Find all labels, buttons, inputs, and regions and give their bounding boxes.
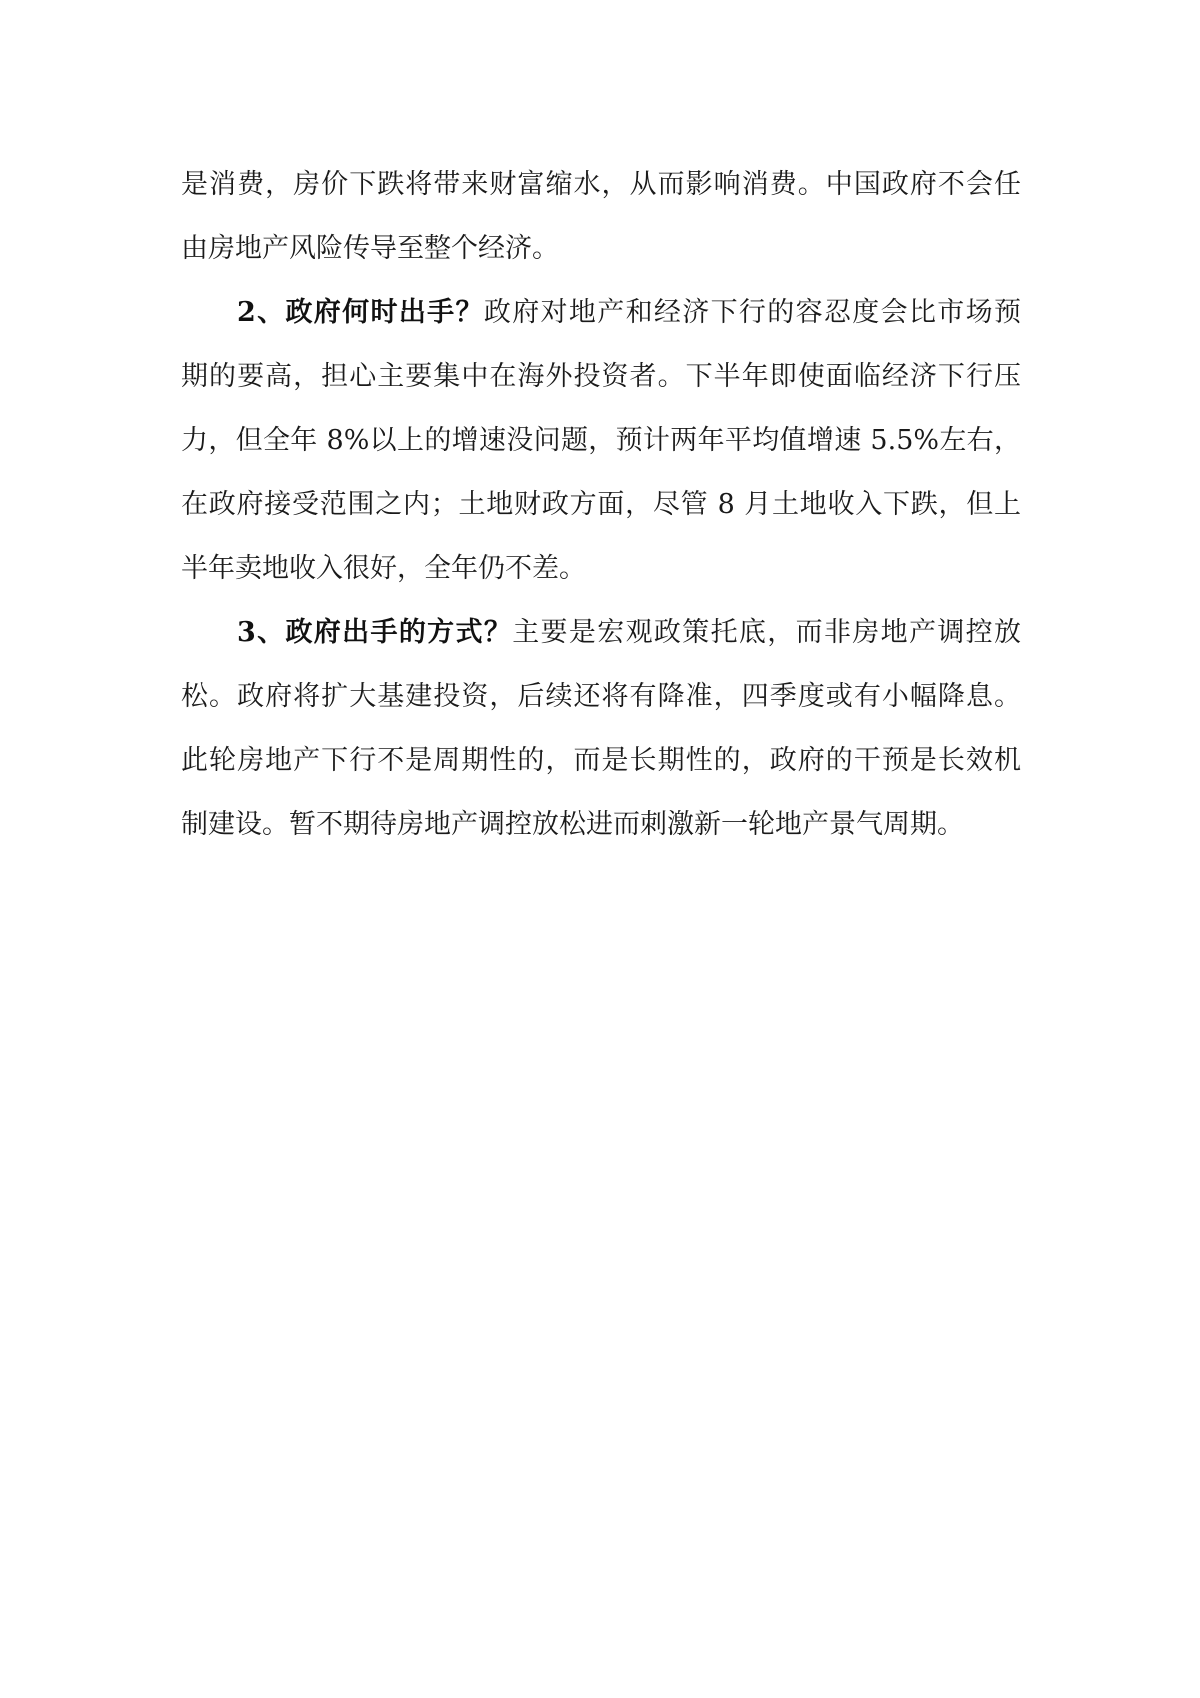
text-line: 半年卖地收入很好，全年仍不差。 <box>181 553 586 584</box>
text-line: 是消费，房价下跌将带来财富缩水，从而影响消费。中国政府不会任 <box>181 169 1021 200</box>
paragraph-how-government-acts <box>181 601 1021 857</box>
text-line <box>181 281 1021 345</box>
text-line-content: 政府对地产和经济下行的容忍度会比市场预 <box>483 297 1021 328</box>
text-line: 力，但全年 8%以上的增速没问题，预计两年平均值增速 5.5%左右， <box>181 425 1021 456</box>
text-line: 由房地产风险传导至整个经济。 <box>181 233 559 264</box>
document-body <box>181 153 1021 857</box>
text-line: 制建设。暂不期待房地产调控放松进而刺激新一轮地产景气周期。 <box>181 809 964 840</box>
text-line: 期的要高，担心主要集中在海外投资者。下半年即使面临经济下行压 <box>181 361 1021 392</box>
text-line: 此轮房地产下行不是周期性的，而是长期性的，政府的干预是长效机 <box>181 745 1021 776</box>
text-line: 松。政府将扩大基建投资，后续还将有降准，四季度或有小幅降息。 <box>181 681 1021 712</box>
paragraph-consumption <box>181 153 1021 281</box>
text-line-content: 主要是宏观政策托底，而非房地产调控放 <box>512 617 1021 648</box>
paragraph-when-government-acts <box>181 281 1021 601</box>
section-heading: 2、政府何时出手？ <box>237 297 484 328</box>
section-heading: 3、政府出手的方式？ <box>237 617 513 648</box>
text-line <box>181 601 1021 665</box>
text-line: 在政府接受范围之内；土地财政方面，尽管 8 月土地收入下跌，但上 <box>181 489 1021 520</box>
